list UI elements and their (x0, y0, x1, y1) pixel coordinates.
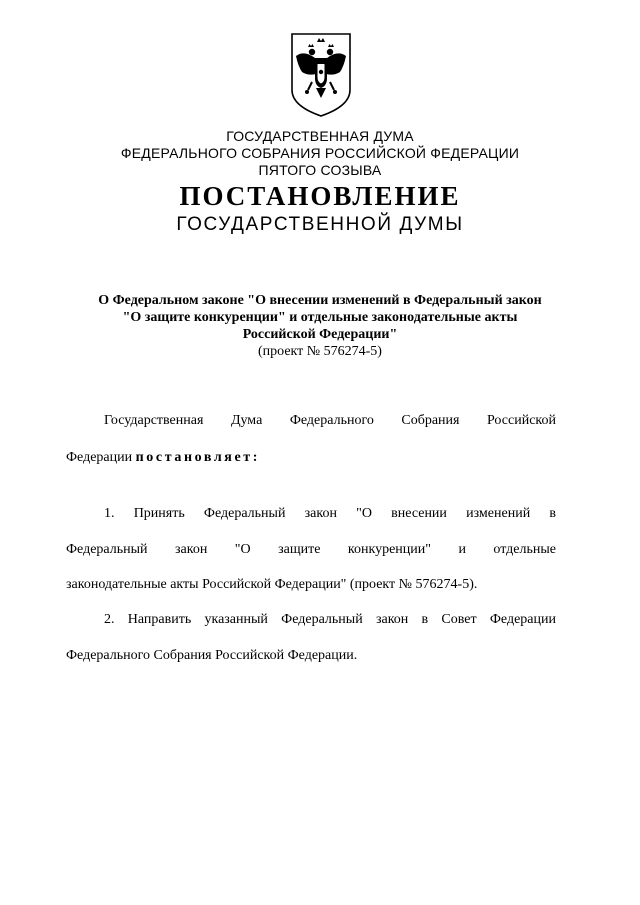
org-name-line-2: ФЕДЕРАЛЬНОГО СОБРАНИЯ РОССИЙСКОЙ ФЕДЕРАЦИИ (120, 145, 520, 161)
subject-line: "О защите конкуренции" и отдельные законодательные акты (122, 310, 518, 325)
project-number: (проект № 576274-5) (258, 344, 382, 359)
preamble-line (66, 449, 556, 467)
preamble-text: Федерации (66, 450, 133, 465)
document-issuer-title: ГОСУДАРСТВЕННОЙ ДУМЫ (176, 214, 464, 235)
document-type-title: ПОСТАНОВЛЕНИЕ (179, 181, 461, 211)
subject-line: О Федеральном законе "О внесении изменений в Федеральный закон (98, 293, 542, 308)
item-2-line: Федерального Собрания Российской Федерации. (66, 648, 358, 663)
item-2-line: 2. Направить указанный Федеральный закон в Совет Федерации (104, 612, 556, 627)
subject-line: Российской Федерации" (242, 327, 398, 342)
resolves-keyword: постановляет: (135, 450, 261, 465)
org-name-line-1: ГОСУДАРСТВЕННАЯ ДУМА (226, 128, 414, 144)
item-1-line: 1. Принять Федеральный закон "О внесении изменений в (104, 506, 556, 521)
convocation-line: ПЯТОГО СОЗЫВА (258, 162, 382, 178)
russian-coat-of-arms-icon (290, 32, 352, 118)
item-1-line: законодательные акты Российской Федерации" (проект № 576274-5). (66, 577, 478, 592)
preamble-line: Государственная Дума Федерального Собрания Российской (104, 413, 556, 428)
item-1-line: Федеральный закон "О защите конкуренции" и отдельные (66, 542, 556, 557)
resolution-subject (0, 292, 640, 343)
